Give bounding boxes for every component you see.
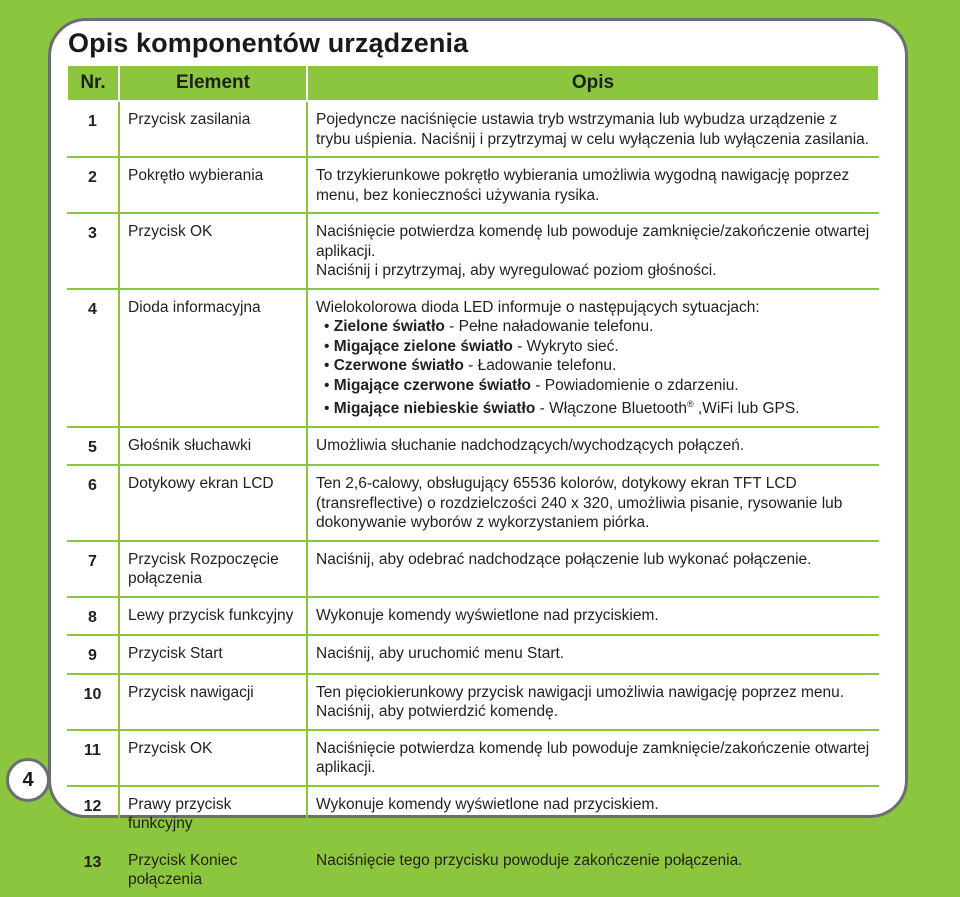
row-element: Przycisk nawigacji bbox=[119, 674, 307, 730]
row-description bbox=[307, 289, 879, 427]
row-description bbox=[307, 635, 879, 674]
row-number: 6 bbox=[67, 465, 119, 541]
bullet-icon: • bbox=[324, 318, 334, 335]
row-element: Dioda informacyjna bbox=[119, 289, 307, 427]
row-description bbox=[307, 786, 879, 842]
table-row bbox=[67, 157, 879, 213]
led-state-name: Zielone światło bbox=[333, 318, 445, 335]
description-line: Naciśnij, aby odebrać nadchodzące połączenie lub wykonać połączenie. bbox=[316, 550, 812, 568]
led-state-meaning: - Włączone Bluetooth bbox=[535, 400, 687, 418]
table-row bbox=[67, 427, 879, 466]
led-state-name: Czerwone światło bbox=[333, 357, 464, 374]
row-number: 11 bbox=[67, 730, 119, 786]
table-row bbox=[67, 289, 879, 427]
description-line: Naciśnięcie tego przycisku powoduje zakończenie połączenia. bbox=[316, 851, 743, 869]
description-line: Naciśnięcie potwierdza komendę lub powoduje zamknięcie/zakończenie otwartej aplikacji. bbox=[316, 223, 870, 260]
bullet-icon: • bbox=[324, 400, 334, 418]
led-state-meaning: - Powiadomienie o zdarzeniu. bbox=[531, 376, 739, 394]
description-line: Naciśnięcie potwierdza komendę lub powoduje zamknięcie/zakończenie otwartej aplikacji. bbox=[316, 739, 870, 777]
description-line: Umożliwia słuchanie nadchodzących/wychodzących połączeń. bbox=[316, 436, 745, 454]
row-description bbox=[307, 730, 879, 786]
description-line: Naciśnij, aby uruchomić menu Start. bbox=[316, 645, 565, 663]
description-line: Wykonuje komendy wyświetlone nad przyciskiem. bbox=[316, 795, 659, 813]
row-element: Dotykowy ekran LCD bbox=[119, 465, 307, 541]
row-description bbox=[307, 427, 879, 466]
table-row bbox=[67, 842, 879, 897]
table-row bbox=[67, 597, 879, 636]
row-description bbox=[307, 842, 879, 897]
led-state-meaning: - Wykryto sieć. bbox=[512, 337, 619, 355]
row-number: 10 bbox=[67, 674, 119, 730]
bullet-icon: • bbox=[324, 357, 334, 374]
table-row bbox=[67, 541, 879, 597]
led-state-item bbox=[316, 356, 873, 376]
row-element: Pokrętło wybierania bbox=[119, 157, 307, 213]
row-element: Przycisk Koniec połączenia bbox=[119, 842, 307, 897]
row-number: 2 bbox=[67, 157, 119, 213]
row-number: 9 bbox=[67, 635, 119, 674]
row-description bbox=[307, 157, 879, 213]
table-row bbox=[67, 786, 879, 842]
table-row bbox=[67, 101, 879, 157]
row-description bbox=[307, 101, 879, 157]
row-element: Głośnik słuchawki bbox=[119, 427, 307, 466]
description-line: Wykonuje komendy wyświetlone nad przyciskiem. bbox=[316, 606, 659, 624]
led-state-meaning: - Ładowanie telefonu. bbox=[463, 357, 617, 374]
description-line: Naciśnij, aby potwierdzić komendę. bbox=[316, 703, 559, 721]
led-state-name: Migające zielone światło bbox=[333, 337, 513, 355]
row-number: 4 bbox=[67, 289, 119, 427]
row-element: Prawy przycisk funkcyjny bbox=[119, 786, 307, 842]
page-title: Opis komponentów urządzenia bbox=[68, 28, 469, 58]
row-number: 3 bbox=[67, 213, 119, 289]
header-opis: Opis bbox=[307, 65, 879, 101]
row-number: 13 bbox=[67, 842, 119, 897]
row-number: 12 bbox=[67, 786, 119, 842]
header-element: Element bbox=[119, 65, 307, 101]
table-row bbox=[67, 674, 879, 730]
row-element: Przycisk zasilania bbox=[119, 101, 307, 157]
table-row bbox=[67, 465, 879, 541]
led-state-meaning: - Pełne naładowanie telefonu. bbox=[444, 318, 654, 335]
description-line: Ten pięciokierunkowy przycisk nawigacji umożliwia nawigację poprzez menu. bbox=[316, 683, 845, 701]
bullet-icon: • bbox=[324, 337, 334, 355]
row-description bbox=[307, 465, 879, 541]
led-state-item bbox=[316, 376, 873, 396]
led-state-name: Migające czerwone światło bbox=[333, 376, 531, 394]
row-element: Lewy przycisk funkcyjny bbox=[119, 597, 307, 636]
table-row bbox=[67, 635, 879, 674]
header-nr: Nr. bbox=[67, 65, 119, 101]
row-number: 7 bbox=[67, 541, 119, 597]
row-description bbox=[307, 541, 879, 597]
led-state-item bbox=[316, 317, 873, 337]
led-state-name: Migające niebieskie światło bbox=[333, 400, 536, 418]
led-state-item bbox=[316, 395, 873, 419]
row-element: Przycisk OK bbox=[119, 213, 307, 289]
row-number: 1 bbox=[67, 101, 119, 157]
row-element: Przycisk Rozpoczęcie połączenia bbox=[119, 541, 307, 597]
components-table bbox=[66, 64, 880, 897]
row-number: 8 bbox=[67, 597, 119, 636]
table-row bbox=[67, 213, 879, 289]
page-number-badge: 4 bbox=[6, 758, 50, 802]
bullet-icon: • bbox=[324, 376, 334, 394]
row-element: Przycisk Start bbox=[119, 635, 307, 674]
row-element: Przycisk OK bbox=[119, 730, 307, 786]
description-line: Ten 2,6-calowy, obsługujący 65536 kolorów, dotykowy ekran TFT LCD (transreflective) o rozdzielczości 240 x 320, umożliwia pisanie, rysowanie lub dokonywanie wyborów z wykorzystaniem piórka. bbox=[316, 475, 843, 532]
table-header-row bbox=[67, 65, 879, 101]
led-state-tail: ,WiFi lub GPS. bbox=[693, 400, 800, 418]
table-row bbox=[67, 730, 879, 786]
row-description bbox=[307, 674, 879, 730]
row-description bbox=[307, 213, 879, 289]
description-line: Pojedyncze naciśnięcie ustawia tryb wstrzymania lub wybudza urządzenie z trybu uśpienia. Naciśnij i przytrzymaj w celu wyłączenia lub wyłączenia zasilania. bbox=[316, 111, 870, 148]
registered-mark: ® bbox=[686, 399, 694, 409]
led-state-item bbox=[316, 337, 873, 357]
description-intro: Wielokolorowa dioda LED informuje o następujących sytuacjach: bbox=[316, 298, 760, 316]
description-line: Naciśnij i przytrzymaj, aby wyregulować poziom głośności. bbox=[316, 262, 717, 279]
row-description bbox=[307, 597, 879, 636]
description-line: To trzykierunkowe pokrętło wybierania umożliwia wygodną nawigację poprzez menu, bez konieczności używania rysika. bbox=[316, 167, 850, 204]
row-number: 5 bbox=[67, 427, 119, 466]
